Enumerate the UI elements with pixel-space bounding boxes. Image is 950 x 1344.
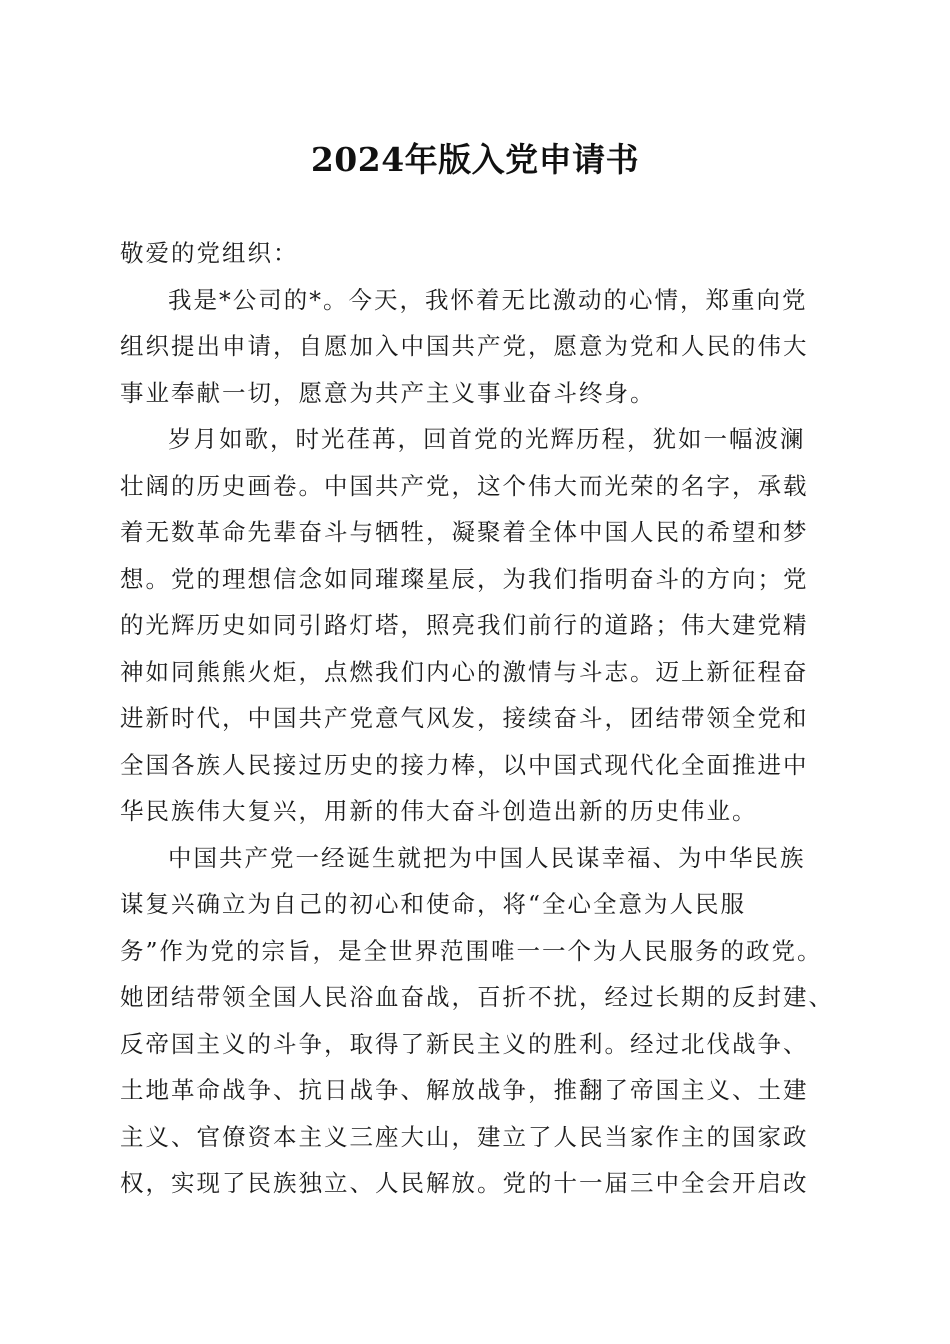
text-line: 我是*公司的*。今天，我怀着无比激动的心情，郑重向党 bbox=[168, 285, 808, 314]
text-line: 权，实现了民族独立、人民解放。党的十一届三中全会开启改 bbox=[120, 1169, 809, 1197]
text-line: 着无数革命先辈奋斗与牺牲，凝聚着全体中国人民的希望和梦 bbox=[120, 518, 809, 546]
text-line: 务”作为党的宗旨，是全世界范围唯一一个为人民服务的政党。 bbox=[120, 936, 823, 965]
text-line: 她团结带领全国人民浴血奋战，百折不扰，经过长期的反封建、 bbox=[120, 983, 834, 1011]
salutation: 敬爱的党组织： bbox=[120, 239, 299, 267]
text-line: 神如同熊熊火炬，点燃我们内心的激情与斗志。迈上新征程奋 bbox=[120, 657, 809, 686]
text-line: 的光辉历史如同引路灯塔，照亮我们前行的道路；伟大建党精 bbox=[120, 611, 809, 639]
text-line: 壮阔的历史画卷。中国共产党，这个伟大而光荣的名字，承载 bbox=[120, 471, 809, 500]
text-line: 进新时代，中国共产党意气风发，接续奋斗，团结带领全党和 bbox=[120, 704, 809, 732]
text-line: 全国各族人民接过历史的接力棒，以中国式现代化全面推进中 bbox=[120, 750, 809, 779]
text-line: 岁月如歌，时光荏苒，回首党的光辉历程，犹如一幅波澜 bbox=[168, 425, 806, 453]
text-line: 事业奉献一切，愿意为共产主义事业奋斗终身。 bbox=[120, 378, 656, 407]
text-line: 土地革命战争、抗日战争、解放战争，推翻了帝国主义、土建 bbox=[120, 1076, 809, 1104]
text-line: 华民族伟大复兴，用新的伟大奋斗创造出新的历史伟业。 bbox=[120, 797, 758, 825]
document-body bbox=[120, 230, 840, 1207]
text-line: 谋复兴确立为自己的初心和使命，将“全心全意为人民服 bbox=[120, 890, 747, 918]
text-line: 组织提出申请，自愿加入中国共产党，愿意为党和人民的伟大 bbox=[120, 332, 809, 360]
text-line: 主义、官僚资本主义三座大山，建立了人民当家作主的国家政 bbox=[120, 1122, 809, 1151]
text-line: 想。党的理想信念如同璀璨星辰，为我们指明奋斗的方向；党 bbox=[120, 564, 809, 593]
text-line: 反帝国主义的斗争，取得了新民主义的胜利。经过北伐战争、 bbox=[120, 1029, 809, 1058]
text-line: 中国共产党一经诞生就把为中国人民谋幸福、为中华民族 bbox=[168, 843, 806, 872]
document-title: 2024年版入党申请书 bbox=[310, 140, 640, 179]
